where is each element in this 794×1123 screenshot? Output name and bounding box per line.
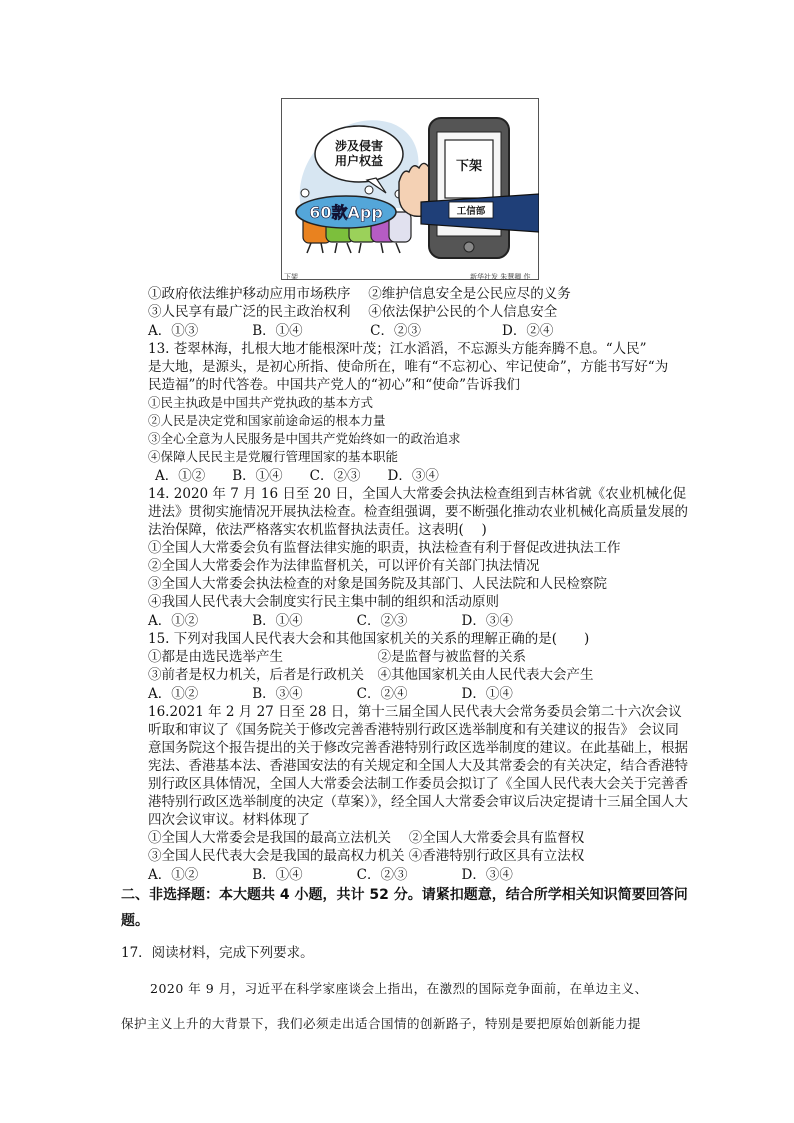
q16-options-row1: ①全国人大常委会是我国的最高立法机关 ②全国人大常委会具有监督权 [148, 830, 585, 846]
q14-opt1: ①全国人大常委会负有监督法律实施的职责，执法检查有利于督促改进执法工作 [148, 540, 621, 556]
q16-answers: A．①② B．①④ C．②③ D．③④ [148, 867, 513, 883]
q16-options-row2: ③全国人民代表大会是我国的最高权力机关 ④香港特别行政区具有立法权 [148, 848, 585, 864]
q14-line1: 14. 2020 年 7 月 16 日至 20 日，全国人大常委会执法检查组到吉林省就《农业机械化促 [148, 486, 687, 502]
q13-answers: A．①② B．①④ C．②③ D．③④ [155, 468, 439, 484]
apps-label: 60款App [309, 203, 383, 222]
q14-opt3: ③全国人大常委会执法检查的对象是国务院及其部门、人民法院和人民检察院 [148, 576, 607, 592]
phone-icon [429, 118, 509, 258]
q13-line2: 是大地，是源头，是初心所指、使命所在，唯有“不忘初心、牢记使命”，方能书写好“为 [148, 359, 669, 375]
q15-answers: A．①② B．③④ C．②④ D．①④ [148, 686, 513, 702]
q16-line4: 宪法、香港基本法、香港国安法的有关规定和全国人大及其常委会的有关决定，结合香港特 [148, 758, 688, 774]
q13-opt2: ②人民是决定党和国家前途命运的根本力量 [148, 413, 386, 428]
q14-line2: 进法》贯彻实施情况开展执法检查。检查组强调，要不断强化推动农业机械化高质量发展的 [148, 504, 688, 520]
section2-heading-line2: 题。 [121, 913, 149, 929]
q13-line3: 民造福”的时代答卷。中国共产党人的“初心”和“使命”告诉我们 [148, 377, 521, 393]
q12-options-row1: ①政府依法维护移动应用市场秩序 ②维护信息安全是公民应尽的义务 [148, 286, 571, 302]
q14-line3: 法治保障，依法严格落实农机监督执法责任。这表明( ) [148, 522, 487, 538]
q16-line3: 意国务院这个报告提出的关于修改完善香港特别行政区选举制度的建议。在此基础上，根据 [148, 740, 688, 756]
q17-paragraph-line1: 2020 年 9 月，习近平在科学家座谈会上指出，在激烈的国际竞争面前，在单边主义、 [150, 981, 648, 996]
q16-line1: 16.2021 年 2 月 27 日至 28 日，第十三届全国人民代表大会常务委员会第二十六次会议 [148, 704, 682, 720]
q16-line5: 别行政区具体情况，全国人大常委会法制工作委员会拟订了《全国人民代表大会关于完善香 [148, 776, 688, 792]
q13-opt3: ③全心全意为人民服务是中国共产党始终如一的政治追求 [148, 431, 461, 446]
q16-line2: 听取和审议了《国务院关于修改完善香港特别行政区选举制度和有关建议的报告》 会议同 [148, 722, 679, 738]
q14-opt4: ④我国人民代表大会制度实行民主集中制的组织和活动原则 [148, 594, 499, 610]
q17-title: 17．阅读材料，完成下列要求。 [121, 945, 314, 961]
q17-paragraph-line2: 保护主义上升的大背景下，我们必须走出适合国情的创新路子，特别是要把原始创新能力提 [121, 1016, 642, 1031]
svg-text:用户权益: 用户权益 [334, 154, 384, 168]
section2-heading-line1: 二、非选择题：本大题共 4 小题，共计 52 分。请紧扣题意，结合所学相关知识简要回答问 [121, 887, 688, 903]
sleeve-label: 工信部 [456, 206, 486, 217]
phone-screen-text: 下架 [455, 159, 483, 174]
bubble-line-1: 涉及侵害 [334, 139, 384, 153]
q13-opt4: ④保障人民民主是党履行管理国家的基本职能 [148, 449, 399, 464]
q15-line1: 15. 下列对我国人民代表大会和其他国家机关的关系的理解正确的是( ) [148, 631, 590, 647]
q13-opt1: ①民主执政是中国共产党执政的基本方式 [148, 395, 374, 410]
cartoon-caption-right: 新华社发 朱慧卿 作 [470, 273, 531, 281]
q13-line1: 13. 苍翠林海，扎根大地才能根深叶茂；江水滔滔，不忘源头方能奔腾不息。“人民” [148, 341, 647, 357]
q12-options-row2: ③人民享有最广泛的民主政治权利 ④依法保护公民的个人信息安全 [148, 304, 558, 320]
cartoon-caption-left: 下架 [284, 273, 298, 281]
cartoon-illustration [281, 98, 539, 280]
q15-options-row1: ①都是由选民选举产生 ②是监督与被监督的关系 [148, 649, 526, 665]
q12-answers: A．①③ B．①④ C．②③ D．②④ [148, 323, 554, 339]
q16-line6: 港特别行政区选举制度的决定（草案）》，经全国人大常委会审议后决定提请十三届全国人大 [148, 794, 688, 810]
q14-opt2: ②全国人大常委会作为法律监督机关，可以评价有关部门执法情况 [148, 558, 540, 574]
q14-answers: A．①② B．①④ C．②③ D．③④ [148, 613, 513, 629]
q15-options-row2: ③前者是权力机关，后者是行政机关 ④其他国家机关由人民代表大会产生 [148, 667, 594, 683]
q16-line7: 四次会议审议。材料体现了 [148, 812, 310, 828]
